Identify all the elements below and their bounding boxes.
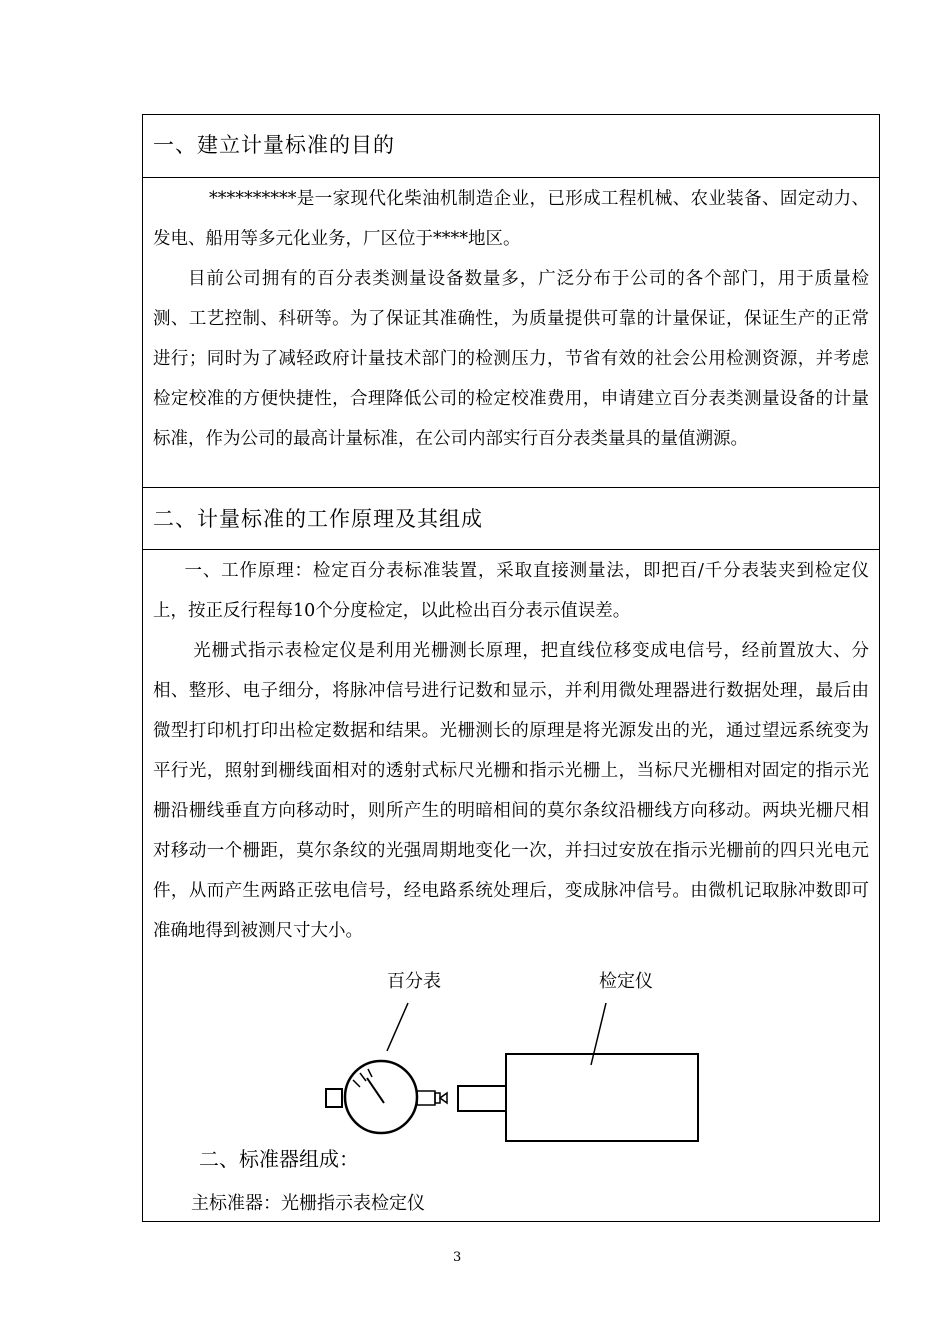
schematic-drawing xyxy=(323,970,723,1150)
page-number: 3 xyxy=(453,1250,462,1265)
divider xyxy=(143,549,879,550)
dial-needle xyxy=(367,1078,384,1103)
main-standard-item: 主标准器：光栅指示表检定仪 xyxy=(191,1193,425,1214)
device-leader-line xyxy=(591,1003,606,1065)
contact-point xyxy=(440,1093,447,1103)
section2-paragraph-2: 光栅式指示表检定仪是利用光栅测长原理，把直线位移变成电信号，经前置放大、分相、整形、电子细分，将脉冲信号进行记数和显示，并利用微处理器进行数据处理，最后由微型打印机打印出检定数据和结果。光栅测长的原理是将光源发出的光，通过望远系统变为平行光，照射到栅线面相对的透射式标尺光栅和指示光栅上，当标尺光栅相对固定的指示光栅沿栅线垂直方向移动时，则所产生的明暗相间的莫尔条纹沿栅线方向移动。两块光栅尺相对移动一个栅距，莫尔条纹的光强周期地变化一次，并扫过安放在指示光栅前的四只光电元件，从而产生两路正弦电信号，经电路系统处理后，变成脉冲信号。由微机记取脉冲数即可准确地得到被测尺寸大小。 xyxy=(153,641,869,941)
dial-tick xyxy=(368,1069,372,1077)
dial-tick xyxy=(360,1073,366,1081)
section1-paragraph-1: **********是一家现代化柴油机制造企业，已形成工程机械、农业装备、固定动力、发电、船用等多元化业务，厂区位于****地区。 xyxy=(153,189,869,249)
schematic-diagram xyxy=(323,970,723,1150)
section2-body xyxy=(153,551,869,951)
section2-heading: 二、计量标准的工作原理及其组成 xyxy=(153,507,483,531)
measuring-rod xyxy=(458,1086,506,1111)
divider xyxy=(143,487,879,488)
divider xyxy=(143,177,879,178)
dial-back-cap xyxy=(326,1089,342,1107)
section1-paragraph-2: 目前公司拥有的百分表类测量设备数量多，广泛分布于公司的各个部门，用于质量检测、工艺控制、科研等。为了保证其准确性，为质量提供可靠的计量保证，保证生产的正常进行；同时为了减轻政府计量技术部门的检测压力，节省有效的社会公用检测资源，并考虑检定校准的方便快捷性，合理降低公司的检定校准费用，申请建立百分表类测量设备的计量标准，作为公司的最高计量标准，在公司内部实行百分表类量具的量值溯源。 xyxy=(153,269,869,449)
dial-tick xyxy=(353,1080,360,1087)
dial-stem xyxy=(417,1091,435,1105)
form-table xyxy=(142,114,880,1222)
dial-leader-line xyxy=(387,1003,408,1051)
section1-heading: 一、建立计量标准的目的 xyxy=(153,133,395,157)
section2-subheading: 二、标准器组成： xyxy=(199,1147,359,1171)
section2-paragraph-1: 一、工作原理：检定百分表标准装置，采取直接测量法，即把百/千分表装夹到检定仪上，按正反行程每10个分度检定，以此检出百分表示值误差。 xyxy=(153,561,869,621)
section1-body xyxy=(153,179,869,459)
dial-indicator-label: 百分表 xyxy=(387,971,441,992)
calibrator-box xyxy=(506,1054,698,1141)
calibrator-label: 检定仪 xyxy=(599,971,653,992)
